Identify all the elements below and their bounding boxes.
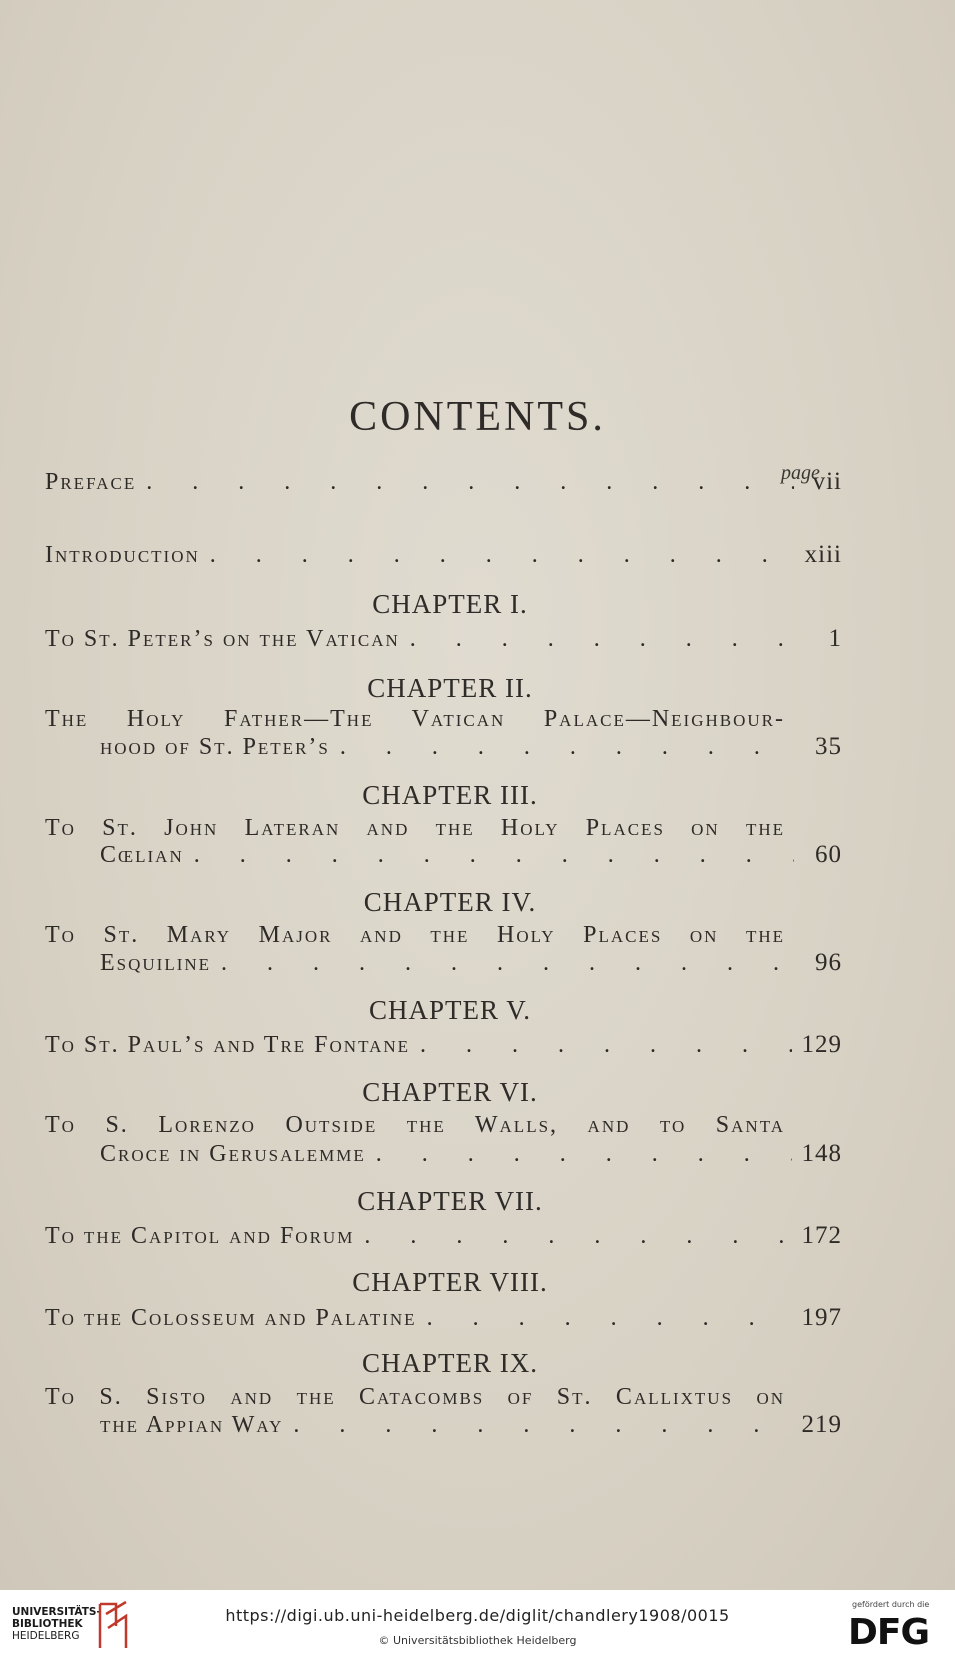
chapter-page: 1 [828,625,842,652]
chapter-page: 197 [801,1304,842,1331]
leader-dots [420,1032,791,1058]
toc-entry-page: xiii [804,541,842,568]
chapter-title: To St. Peter’s on the Vatican [45,626,400,652]
dfg-logo[interactable]: DFG [848,1612,930,1653]
chapter-title: To the Colosseum and Palatine [45,1305,417,1331]
toc-chapter-entry [100,734,842,760]
copyright-notice: © Universitätsbibliothek Heidelberg [378,1634,577,1647]
funding-caption: gefördert durch die [852,1600,930,1609]
chapter-heading: CHAPTER II. [367,673,533,703]
page-title: CONTENTS. [349,394,606,440]
chapter-title-line1: To S. Sisto and the Catacombs of St. Callixtus on [45,1384,785,1410]
chapter-title-line2: Cœlian [100,842,184,868]
leader-dots [221,950,794,976]
toc-entry-page: vii [812,468,842,495]
chapter-heading: CHAPTER III. [362,780,538,810]
chapter-heading: CHAPTER V. [368,995,532,1025]
chapter-page: 35 [815,733,842,760]
chapter-heading: CHAPTER VIII. [352,1267,548,1297]
chapter-title: To the Capitol and Forum [45,1223,355,1249]
chapter-page: 148 [801,1140,842,1167]
toc-chapter-entry [45,626,842,652]
chapter-title-line2: Croce in Gerusalemme [100,1141,366,1167]
chapter-heading: CHAPTER VII. [357,1186,543,1216]
toc-chapter-entry [100,842,842,868]
leader-dots [293,1412,791,1438]
toc-chapter-entry [100,950,842,976]
chapter-title-line2: the Appian Way [100,1412,284,1438]
leader-dots [364,1223,791,1249]
chapter-page: 60 [815,841,842,868]
chapter-heading: CHAPTER IX. [361,1348,538,1378]
leader-dots [427,1305,792,1331]
library-logo-line1: UNIVERSITÄTS- [12,1606,101,1618]
toc-entry-introduction [45,542,842,568]
leader-dots [340,734,794,760]
chapter-title-line1: The Holy Father—The Vatican Palace—Neighbour- [45,706,785,732]
chapter-title-line1: To S. Lorenzo Outside the Walls, and to Santa [45,1112,785,1138]
toc-entry-preface [45,469,842,495]
toc-chapter-entry [100,1412,842,1438]
leader-dots [210,542,794,568]
leader-dots [194,842,794,868]
chapter-title-line1: To St. John Lateran and the Holy Places on the [45,815,785,841]
toc-entry-label: Introduction [45,542,200,568]
leader-dots [410,626,794,652]
toc-chapter-entry [100,1141,842,1167]
chapter-heading: CHAPTER IV. [363,887,537,917]
viewer-footer [0,1590,955,1660]
page-column-label: page [781,462,820,484]
chapter-heading: CHAPTER VI. [362,1077,538,1107]
leader-dots [376,1141,792,1167]
chapter-page: 96 [815,949,842,976]
leader-dots [146,469,794,495]
chapter-page: 172 [801,1222,842,1249]
chapter-title-line2: Esquiline [100,950,212,976]
toc-chapter-entry [45,1032,842,1058]
chapter-title-line1: To St. Mary Major and the Holy Places on the [45,922,785,948]
library-logo-line3: HEIDELBERG [12,1630,80,1642]
library-logo-line2: BIBLIOTHEK [12,1618,83,1630]
permalink-url[interactable]: https://digi.ub.uni-heidelberg.de/diglit/chandlery1908/0015 [225,1606,730,1625]
toc-entry-label: Preface [45,469,137,495]
chapter-title-line2: hood of St. Peter’s [100,734,330,760]
chapter-page: 219 [801,1411,842,1438]
chapter-page: 129 [801,1031,842,1058]
chapter-title: To St. Paul’s and Tre Fontane [45,1032,411,1058]
toc-chapter-entry [45,1305,842,1331]
toc-chapter-entry [45,1223,842,1249]
chapter-heading: CHAPTER I. [372,589,528,619]
